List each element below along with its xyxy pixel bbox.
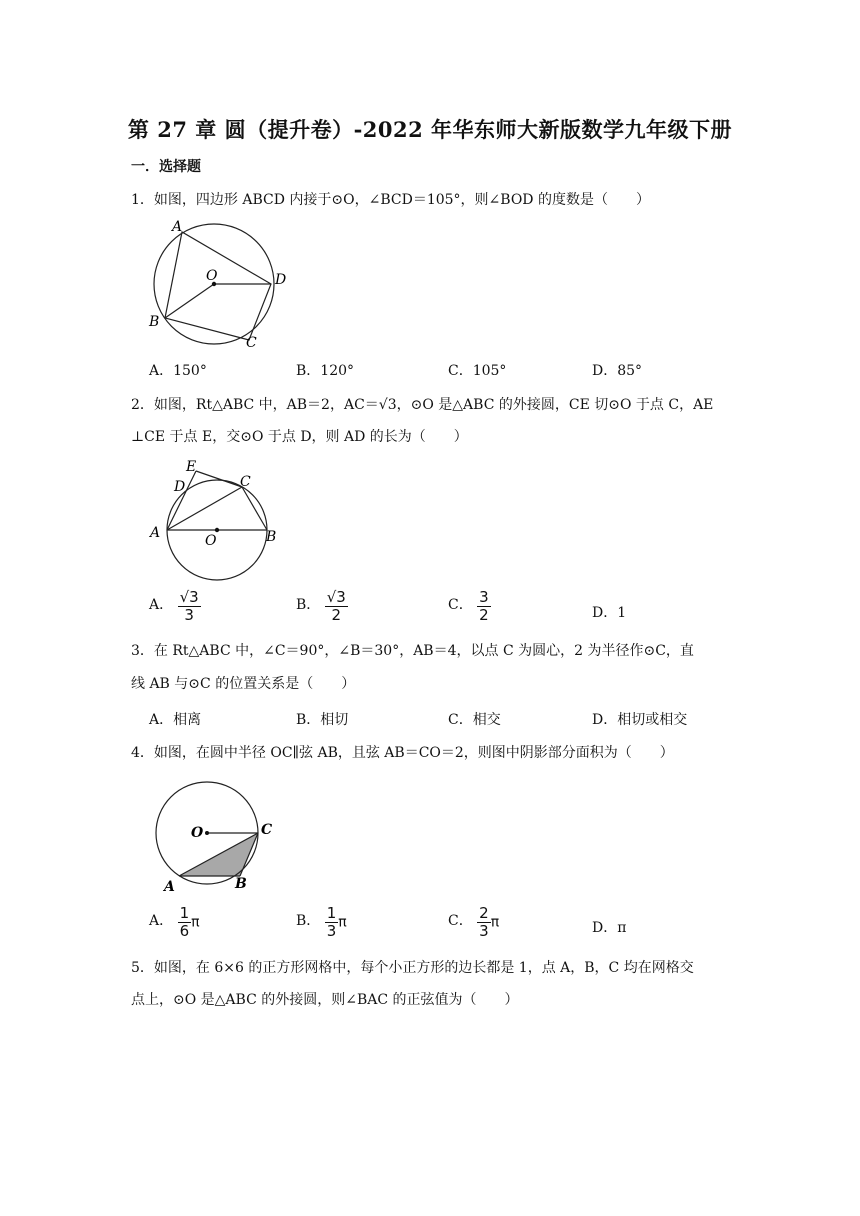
label-b: B	[266, 529, 277, 545]
fraction: $\frac{3}{2}$	[479, 588, 489, 624]
question-1-stem: 1．如图，四边形 ABCD 内接于⊙O，∠BCD＝105°，则∠BOD 的度数是（ ）	[131, 192, 650, 208]
page-title: 第 27 章 圆（提升卷）-2022 年华东师大新版数学九年级下册	[127, 117, 733, 142]
question-2-stem-line-1: 2．如图，Rt△ABC 中，AB＝2，AC＝√3，⊙O 是△ABC 的外接圆，CE 切⊙O 于点 C，AE	[131, 397, 714, 413]
q2-option-d: D．1	[592, 605, 627, 621]
q1-option-b: B．120°	[296, 363, 355, 379]
question-4-figure	[150, 775, 290, 895]
question-5-stem-line-1: 5．如图，在 6×6 的正方形网格中，每个小正方形的边长都是 1，点 A，B，C 均在网格交	[131, 960, 694, 976]
q2-option-c: C． $\frac{3}{2}$	[448, 588, 489, 624]
fraction: $\frac{1}{6}$	[179, 904, 190, 940]
question-1-figure	[140, 212, 300, 357]
q2-option-a: A． $\frac{√3}{3}$	[149, 588, 199, 624]
fraction: $\frac{√3}{2}$	[326, 588, 346, 624]
label-o: O	[206, 268, 218, 284]
q1-option-a: A．150°	[149, 363, 207, 379]
label-d: D	[174, 479, 186, 495]
q4-option-c: C． $\frac{2}{3}$ π	[448, 904, 500, 940]
q4-option-d: D．π	[592, 920, 627, 936]
question-2-figure	[140, 455, 290, 595]
center-point	[215, 528, 219, 532]
label-a: A	[172, 219, 183, 235]
question-2-stem-line-2: ⊥CE 于点 E，交⊙O 于点 D，则 AD 的长为（ ）	[131, 429, 468, 445]
q3-option-d: D．相切或相交	[592, 712, 688, 728]
quadrilateral-abcd	[165, 232, 271, 340]
tangent-ce	[196, 471, 242, 487]
section-heading: 一．选择题	[131, 159, 201, 175]
question-5-stem-line-2: 点上，⊙O 是△ABC 的外接圆，则∠BAC 的正弦值为（ ）	[131, 992, 519, 1008]
fraction: $\frac{2}{3}$	[479, 904, 489, 940]
fraction: $\frac{1}{3}$	[326, 904, 337, 940]
label-d: D	[275, 272, 287, 288]
question-4-stem: 4．如图，在圆中半径 OC∥弦 AB，且弦 AB＝CO＝2，则图中阴影部分面积为（ ）	[131, 745, 674, 761]
q4-option-b: B． $\frac{1}{3}$ π	[296, 904, 347, 940]
q1-option-d: D．85°	[592, 363, 643, 379]
label-o: O	[191, 825, 204, 841]
label-o: O	[205, 533, 217, 549]
segment-ob	[165, 284, 214, 318]
label-e: E	[186, 459, 197, 475]
label-a: A	[150, 525, 161, 541]
label-c: C	[246, 335, 257, 351]
label-c: C	[261, 822, 273, 838]
q4-option-a: A． $\frac{1}{6}$ π	[149, 904, 200, 940]
q2-option-b: B． $\frac{√3}{2}$	[296, 588, 346, 624]
q3-option-a: A．相离	[149, 712, 202, 728]
label-b: B	[235, 876, 247, 892]
question-3-stem-line-1: 3．在 Rt△ABC 中，∠C＝90°，∠B＝30°，AB＝4，以点 C 为圆心，2 为半径作⊙C，直	[131, 643, 694, 659]
label-c: C	[240, 474, 251, 490]
label-b: B	[149, 314, 160, 330]
q1-option-c: C．105°	[448, 363, 507, 379]
center-point	[205, 831, 209, 835]
fraction: $\frac{√3}{3}$	[179, 588, 199, 624]
q3-option-c: C．相交	[448, 712, 501, 728]
segment-bc	[242, 487, 267, 530]
q3-option-b: B．相切	[296, 712, 349, 728]
question-3-stem-line-2: 线 AB 与⊙C 的位置关系是（ ）	[131, 676, 356, 692]
label-a: A	[164, 879, 175, 895]
